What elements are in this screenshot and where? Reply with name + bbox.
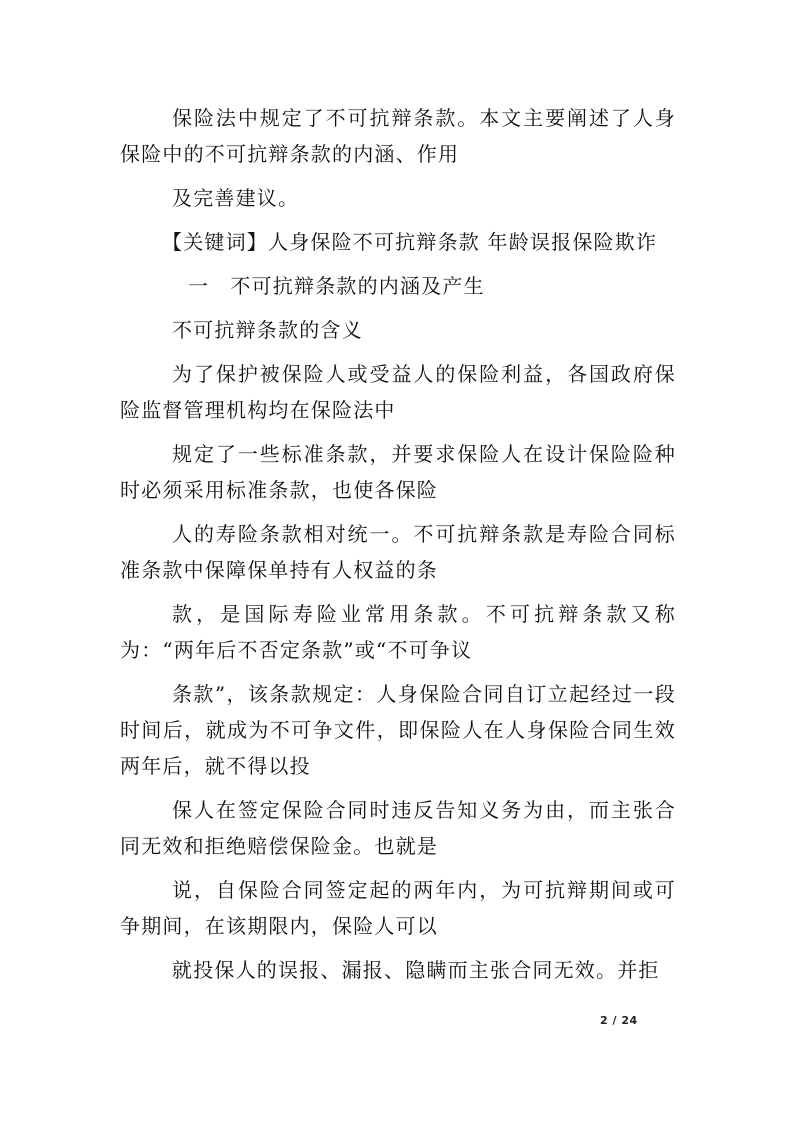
- subsection-heading: 不可抗辩条款的含义: [172, 318, 363, 342]
- paragraph-body-1: 为了保护被保险人或受益人的保险利益，各国政府保险监督管理机构均在保险法中: [120, 362, 676, 422]
- paragraph-keywords: 【关键词】人身保险不可抗辩条款 年龄误报保险欺诈: [162, 230, 658, 254]
- page-number: 2 / 24: [600, 1014, 638, 1027]
- paragraph-intro-continued: 及完善建议。: [172, 186, 300, 210]
- section-heading: 一 不可抗辩条款的内涵及产生: [188, 274, 485, 298]
- paragraph-body-4: 款，是国际寿险业常用条款。不可抗辩条款又称为：“两年后不否定条款”或“不可争议: [120, 602, 676, 662]
- document-body: [120, 100, 676, 996]
- paragraph-body-6: 保人在签定保险合同时违反告知义务为由，而主张合同无效和拒绝赔偿保险金。也就是: [120, 798, 676, 858]
- paragraph-body-5: 条款”，该条款规定：人身保险合同自订立起经过一段时间后，就成为不可争文件，即保险人在人身保险合同生效两年后，就不得以投: [120, 682, 676, 778]
- paragraph-intro: 保险法中规定了不可抗辩条款。本文主要阐述了人身保险中的不可抗辩条款的内涵、作用: [120, 106, 676, 166]
- paragraph-body-7: 说，自保险合同签定起的两年内，为可抗辩期间或可争期间，在该期限内，保险人可以: [120, 878, 676, 938]
- paragraph-body-2: 规定了一些标准条款，并要求保险人在设计保险险种时必须采用标准条款，也使各保险: [120, 442, 676, 502]
- paragraph-body-3: 人的寿险条款相对统一。不可抗辩条款是寿险合同标准条款中保障保单持有人权益的条: [120, 522, 676, 582]
- paragraph-body-8: 就投保人的误报、漏报、隐瞒而主张合同无效。并拒: [172, 958, 660, 982]
